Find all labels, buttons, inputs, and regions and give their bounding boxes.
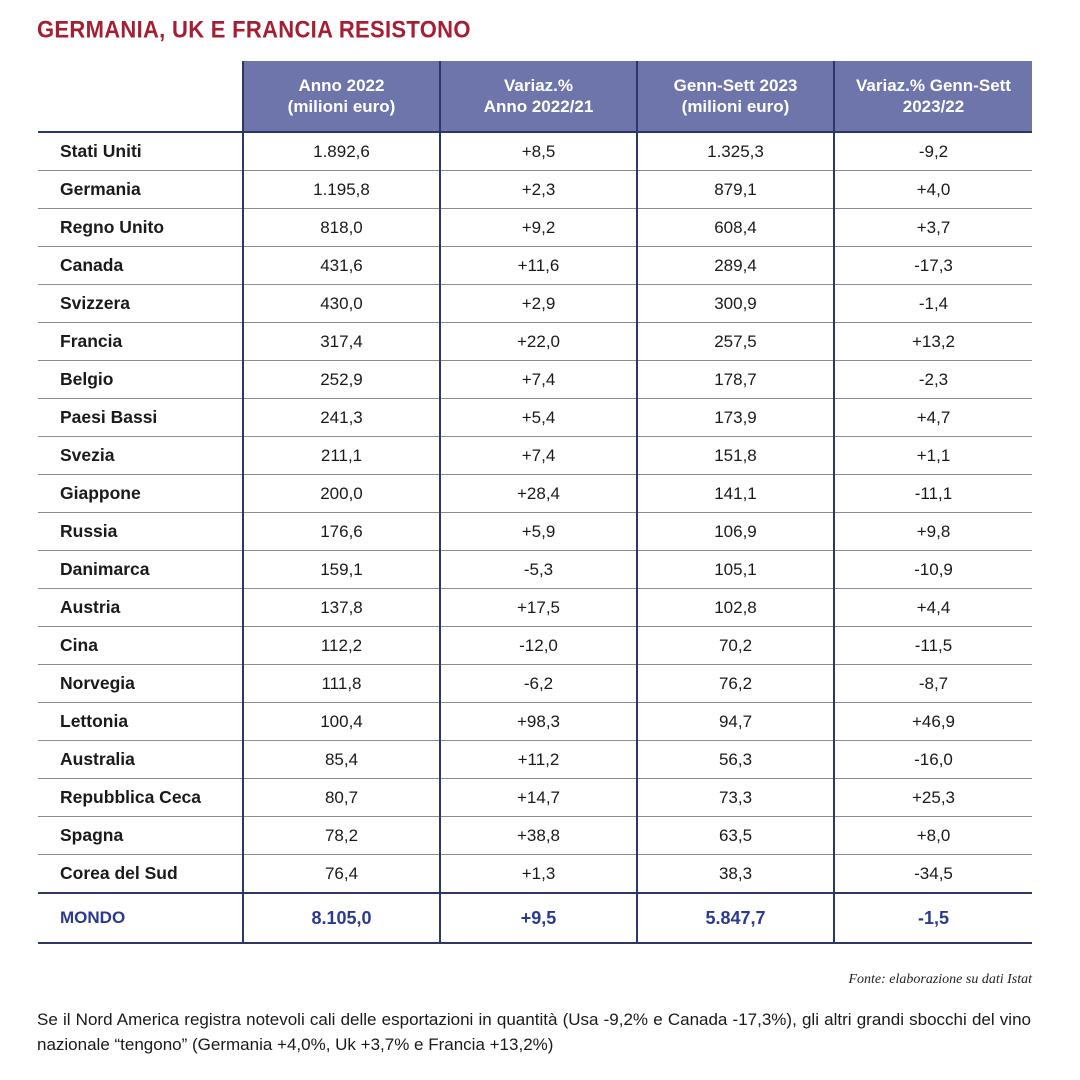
header-line: Genn-Sett 2023 <box>673 76 798 95</box>
value-cell: 200,0 <box>243 475 440 513</box>
value-cell: 112,2 <box>243 627 440 665</box>
caption-text: Se il Nord America registra notevoli cali delle esportazioni in quantità (Usa -9,2% e Canada -17,3%), gli altri grandi sbocchi del vino nazionale “tengono” (Germania +4,0%, Uk +3,7% e Francia +13,2%) <box>37 1010 1031 1054</box>
value-cell: 70,2 <box>637 627 834 665</box>
value-cell: 211,1 <box>243 437 440 475</box>
value-cell: +8,5 <box>440 132 637 171</box>
table-row <box>38 437 1032 475</box>
country-cell: Austria <box>38 589 243 627</box>
country-cell: Svezia <box>38 437 243 475</box>
table-row <box>38 741 1032 779</box>
value-cell: +9,8 <box>834 513 1032 551</box>
value-cell: -17,3 <box>834 247 1032 285</box>
value-cell: +22,0 <box>440 323 637 361</box>
table-row <box>38 209 1032 247</box>
value-cell: 102,8 <box>637 589 834 627</box>
table-row <box>38 475 1032 513</box>
value-cell: -8,7 <box>834 665 1032 703</box>
value-cell: 63,5 <box>637 817 834 855</box>
country-cell: Canada <box>38 247 243 285</box>
table-body <box>38 132 1032 943</box>
value-cell: +46,9 <box>834 703 1032 741</box>
value-cell: +3,7 <box>834 209 1032 247</box>
value-cell: +1,1 <box>834 437 1032 475</box>
value-cell: 608,4 <box>637 209 834 247</box>
header-line: Anno 2022/21 <box>483 97 594 116</box>
country-cell: Australia <box>38 741 243 779</box>
value-cell: 76,4 <box>243 855 440 894</box>
country-cell: Norvegia <box>38 665 243 703</box>
value-cell: -16,0 <box>834 741 1032 779</box>
value-cell: +4,4 <box>834 589 1032 627</box>
table-row <box>38 665 1032 703</box>
value-cell: +14,7 <box>440 779 637 817</box>
total-row <box>38 893 1032 943</box>
table-row <box>38 285 1032 323</box>
value-cell: -9,2 <box>834 132 1032 171</box>
table-row <box>38 703 1032 741</box>
table-row <box>38 627 1032 665</box>
value-cell: 1.195,8 <box>243 171 440 209</box>
value-cell: 78,2 <box>243 817 440 855</box>
header-row <box>38 61 1032 132</box>
country-cell: Germania <box>38 171 243 209</box>
value-cell: 289,4 <box>637 247 834 285</box>
header-line: (milioni euro) <box>681 97 790 116</box>
header-line: Variaz.% Genn-Sett <box>856 76 1011 95</box>
header-line: 2023/22 <box>902 97 965 116</box>
value-cell: +25,3 <box>834 779 1032 817</box>
country-cell: Spagna <box>38 817 243 855</box>
header-line: Variaz.% <box>504 76 573 95</box>
value-cell: +8,0 <box>834 817 1032 855</box>
value-cell: +11,2 <box>440 741 637 779</box>
total-cell: 8.105,0 <box>243 893 440 943</box>
value-cell: 300,9 <box>637 285 834 323</box>
value-cell: +1,3 <box>440 855 637 894</box>
value-cell: 1.325,3 <box>637 132 834 171</box>
value-cell: -5,3 <box>440 551 637 589</box>
table-row <box>38 132 1032 171</box>
header-variaz-2022-21 <box>440 61 637 132</box>
value-cell: 56,3 <box>637 741 834 779</box>
header-line: Anno 2022 <box>298 76 385 95</box>
total-cell: +9,5 <box>440 893 637 943</box>
value-cell: 85,4 <box>243 741 440 779</box>
value-cell: +2,3 <box>440 171 637 209</box>
value-cell: 76,2 <box>637 665 834 703</box>
value-cell: 73,3 <box>637 779 834 817</box>
value-cell: 105,1 <box>637 551 834 589</box>
value-cell: 178,7 <box>637 361 834 399</box>
country-cell: Svizzera <box>38 285 243 323</box>
value-cell: +11,6 <box>440 247 637 285</box>
value-cell: 252,9 <box>243 361 440 399</box>
header-variaz-genn-sett <box>834 61 1032 132</box>
value-cell: +4,7 <box>834 399 1032 437</box>
value-cell: 106,9 <box>637 513 834 551</box>
value-cell: 173,9 <box>637 399 834 437</box>
total-label: MONDO <box>38 893 243 943</box>
export-table <box>38 61 1032 944</box>
table-row <box>38 171 1032 209</box>
value-cell: 176,6 <box>243 513 440 551</box>
table-row <box>38 247 1032 285</box>
value-cell: +17,5 <box>440 589 637 627</box>
total-cell: -1,5 <box>834 893 1032 943</box>
value-cell: +13,2 <box>834 323 1032 361</box>
value-cell: +28,4 <box>440 475 637 513</box>
value-cell: 431,6 <box>243 247 440 285</box>
table-row <box>38 513 1032 551</box>
value-cell: +7,4 <box>440 437 637 475</box>
country-cell: Regno Unito <box>38 209 243 247</box>
value-cell: +7,4 <box>440 361 637 399</box>
value-cell: 141,1 <box>637 475 834 513</box>
value-cell: +38,8 <box>440 817 637 855</box>
header-genn-sett-2023 <box>637 61 834 132</box>
value-cell: 241,3 <box>243 399 440 437</box>
value-cell: +9,2 <box>440 209 637 247</box>
value-cell: 818,0 <box>243 209 440 247</box>
table-row <box>38 589 1032 627</box>
value-cell: -11,5 <box>834 627 1032 665</box>
value-cell: 80,7 <box>243 779 440 817</box>
value-cell: -34,5 <box>834 855 1032 894</box>
table-row <box>38 855 1032 894</box>
table-row <box>38 817 1032 855</box>
source-note: Fonte: elaborazione su dati Istat <box>848 972 1032 987</box>
value-cell: -10,9 <box>834 551 1032 589</box>
table-header <box>38 61 1032 132</box>
value-cell: 1.892,6 <box>243 132 440 171</box>
value-cell: 317,4 <box>243 323 440 361</box>
country-cell: Paesi Bassi <box>38 399 243 437</box>
value-cell: -11,1 <box>834 475 1032 513</box>
value-cell: 879,1 <box>637 171 834 209</box>
table-row <box>38 361 1032 399</box>
header-anno-2022 <box>243 61 440 132</box>
country-cell: Danimarca <box>38 551 243 589</box>
value-cell: -12,0 <box>440 627 637 665</box>
value-cell: 159,1 <box>243 551 440 589</box>
table-row <box>38 323 1032 361</box>
country-cell: Francia <box>38 323 243 361</box>
value-cell: -6,2 <box>440 665 637 703</box>
country-cell: Repubblica Ceca <box>38 779 243 817</box>
page-title: GERMANIA, UK E FRANCIA RESISTONO <box>37 16 471 43</box>
value-cell: 430,0 <box>243 285 440 323</box>
value-cell: +2,9 <box>440 285 637 323</box>
country-cell: Lettonia <box>38 703 243 741</box>
value-cell: 111,8 <box>243 665 440 703</box>
country-cell: Russia <box>38 513 243 551</box>
table-row <box>38 779 1032 817</box>
value-cell: 100,4 <box>243 703 440 741</box>
value-cell: +5,9 <box>440 513 637 551</box>
value-cell: 151,8 <box>637 437 834 475</box>
table-row <box>38 399 1032 437</box>
value-cell: +4,0 <box>834 171 1032 209</box>
value-cell: +5,4 <box>440 399 637 437</box>
country-cell: Corea del Sud <box>38 855 243 894</box>
country-cell: Stati Uniti <box>38 132 243 171</box>
total-cell: 5.847,7 <box>637 893 834 943</box>
table-row <box>38 551 1032 589</box>
value-cell: 94,7 <box>637 703 834 741</box>
value-cell: +98,3 <box>440 703 637 741</box>
country-cell: Belgio <box>38 361 243 399</box>
value-cell: -2,3 <box>834 361 1032 399</box>
value-cell: 257,5 <box>637 323 834 361</box>
country-cell: Giappone <box>38 475 243 513</box>
value-cell: 38,3 <box>637 855 834 894</box>
header-corner <box>38 61 243 132</box>
value-cell: 137,8 <box>243 589 440 627</box>
header-line: (milioni euro) <box>287 97 396 116</box>
country-cell: Cina <box>38 627 243 665</box>
value-cell: -1,4 <box>834 285 1032 323</box>
